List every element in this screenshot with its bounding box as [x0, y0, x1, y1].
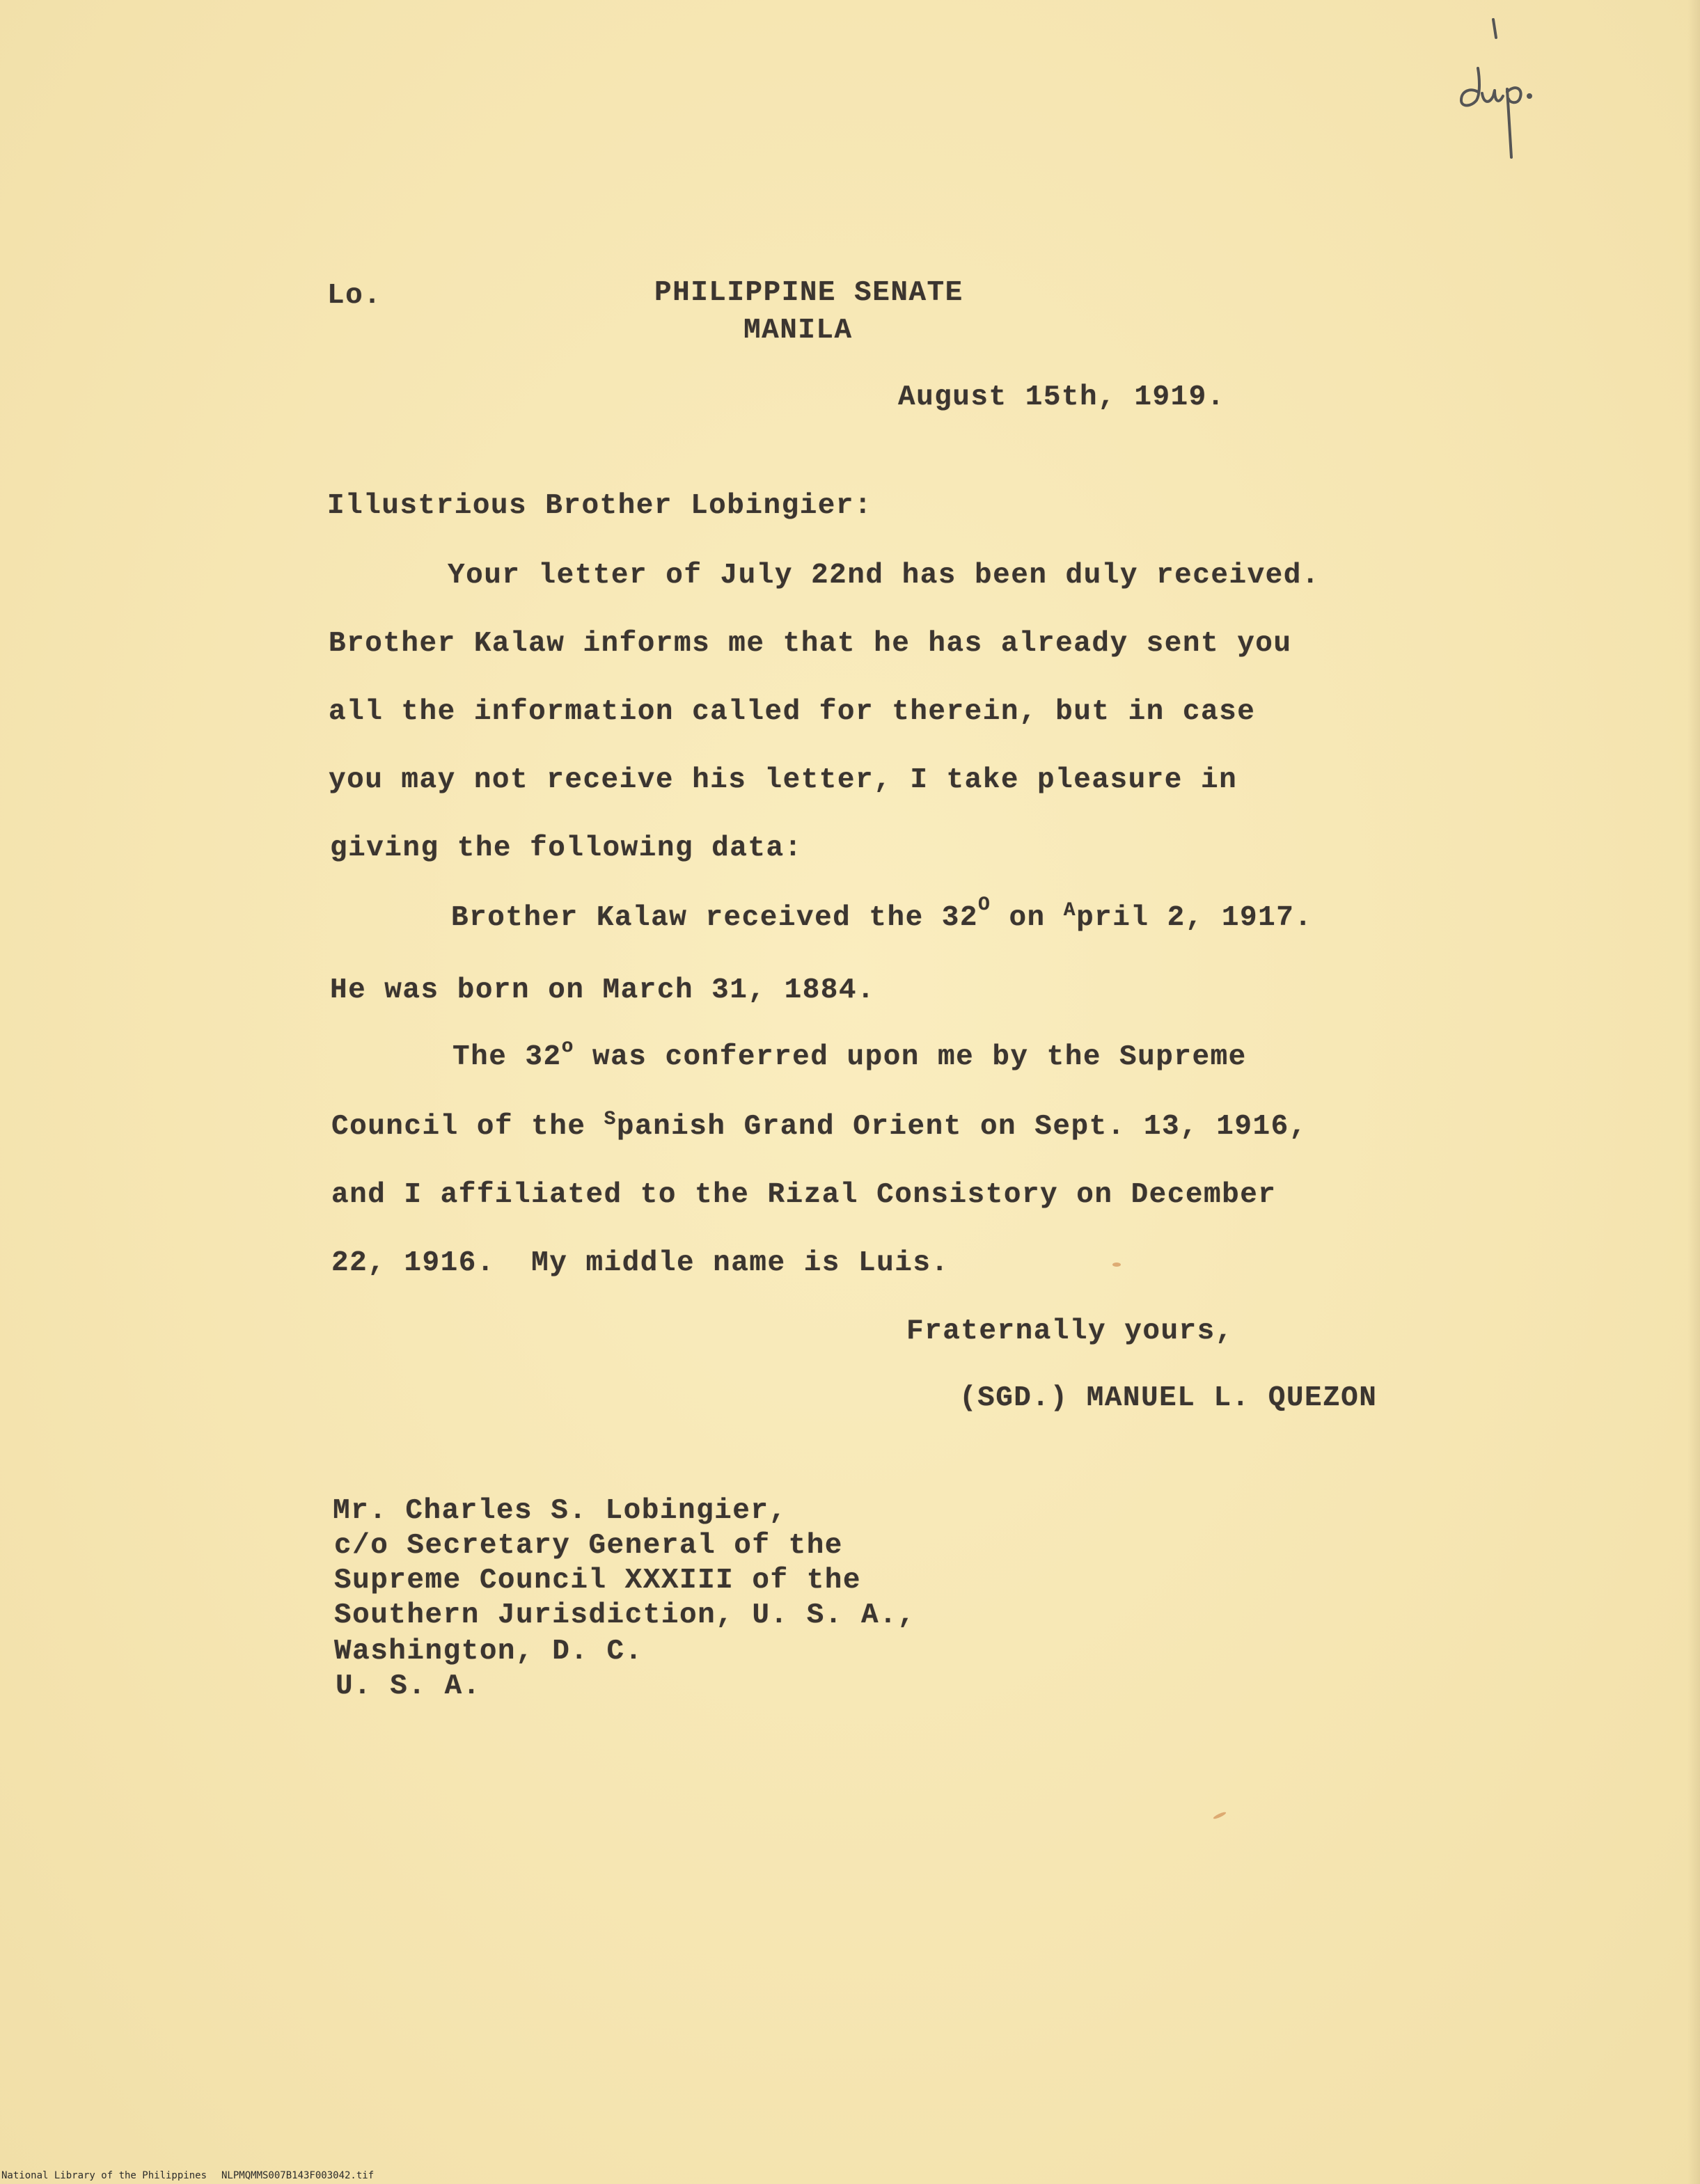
text-run: pril 2, 1917. — [1076, 902, 1313, 934]
body-line — [452, 1036, 1247, 1073]
body-line — [331, 1111, 1307, 1143]
signature-line: (SGD.) MANUEL L. QUEZON — [959, 1382, 1378, 1414]
raised-letter: A — [1063, 900, 1077, 921]
body-line: all the information called for therein, but in case — [329, 696, 1256, 728]
page-edge-shadow — [1687, 0, 1700, 2184]
body-line: and I affiliated to the Rizal Consistory on December — [331, 1179, 1277, 1211]
address-line: Southern Jurisdiction, U. S. A., — [334, 1599, 916, 1631]
text-run: panish Grand Orient on Sept. 13, 1916, — [616, 1111, 1307, 1143]
body-line: Your letter of July 22nd has been duly received. — [448, 560, 1320, 592]
salutation: Illustrious Brother Lobingier: — [327, 490, 873, 522]
body-line: Brother Kalaw informs me that he has already sent you — [329, 628, 1292, 660]
paper-stain — [1112, 1263, 1121, 1267]
text-run: on — [991, 902, 1064, 934]
handwritten-annotation — [1451, 14, 1542, 160]
degree-mark: O — [978, 894, 991, 916]
body-line: giving the following data: — [330, 832, 803, 864]
reference-code: Lo. — [327, 280, 382, 312]
text-run: Brother Kalaw received the 32 — [451, 902, 979, 934]
letterhead-institution: PHILIPPINE SENATE — [654, 277, 963, 309]
raised-letter: S — [604, 1109, 617, 1130]
letter-date: August 15th, 1919. — [898, 381, 1225, 413]
text-run: Council of the — [331, 1111, 604, 1143]
degree-mark: o — [561, 1036, 574, 1058]
archive-source: National Library of the Philippines — [1, 2170, 207, 2181]
complimentary-close: Fraternally yours, — [906, 1315, 1234, 1347]
text-run: The 32 — [452, 1041, 562, 1073]
body-line: 22, 1916. My middle name is Luis. — [331, 1247, 950, 1279]
archive-filename: NLPMQMMS007B143F003042.tif — [221, 2170, 375, 2181]
paper-stain — [1213, 1811, 1227, 1820]
address-line: Supreme Council XXXIII of the — [334, 1565, 862, 1597]
text-run: was conferred upon me by the Supreme — [574, 1041, 1247, 1073]
body-line — [451, 894, 1313, 934]
body-line: He was born on March 31, 1884. — [330, 974, 876, 1006]
body-line: you may not receive his letter, I take pleasure in — [329, 764, 1238, 796]
address-line: U. S. A. — [336, 1670, 481, 1702]
address-line: Washington, D. C. — [334, 1636, 643, 1668]
address-line: Mr. Charles S. Lobingier, — [333, 1495, 787, 1527]
address-line: c/o Secretary General of the — [334, 1530, 843, 1562]
letterhead-city: MANILA — [743, 315, 853, 347]
